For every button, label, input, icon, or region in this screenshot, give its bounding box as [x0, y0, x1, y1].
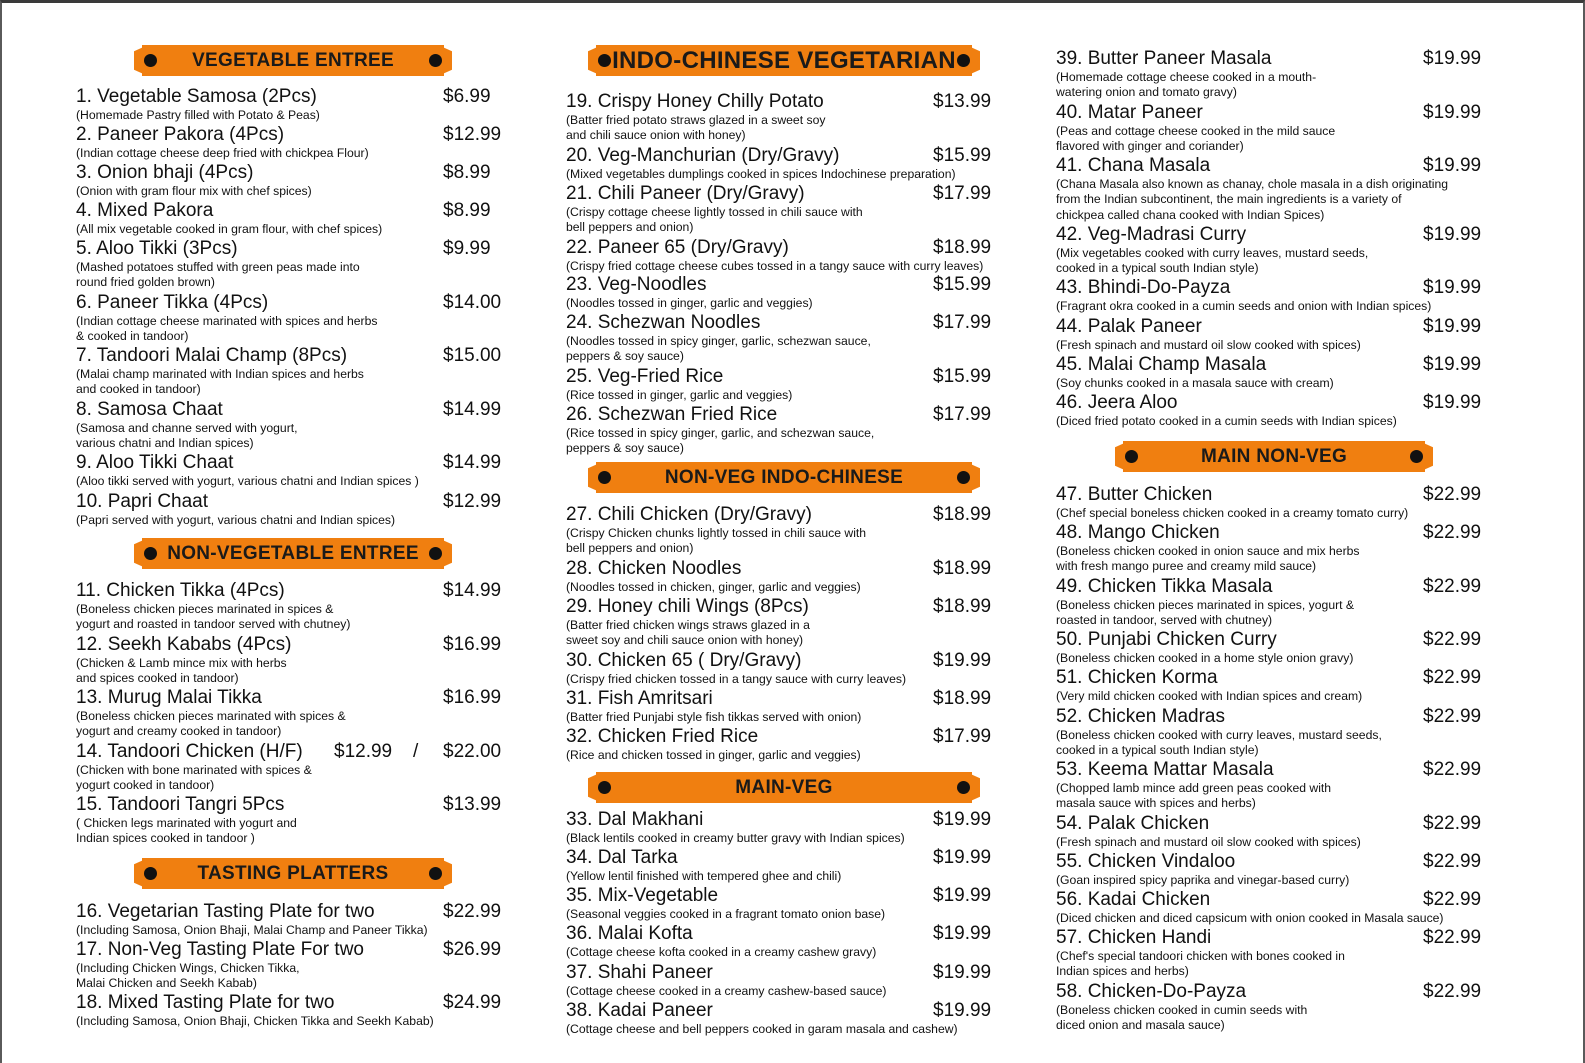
item-price: $22.99 — [1423, 889, 1482, 910]
description-line: (Rice tossed in spicy ginger, garlic, and schezwan sauce, — [566, 426, 875, 440]
description-line: (Indian cottage cheese deep fried with chickpea Flour) — [76, 146, 369, 160]
description-line: (Seasonal veggies cooked in a fragrant tomato onion base) — [566, 907, 886, 921]
description-line: (Homemade Pastry filled with Potato & Peas) — [76, 108, 320, 122]
item-name: 30. Chicken 65 ( Dry/Gravy) — [566, 650, 802, 671]
item-name: 44. Palak Paneer — [1056, 316, 1202, 337]
description-line: Malai Chicken and Seekh Kabab) — [76, 976, 257, 991]
item-price: $22.99 — [1423, 759, 1482, 780]
item-price: $15.00 — [443, 345, 502, 366]
item-price: $26.99 — [443, 939, 502, 960]
description-line: (Boneless chicken pieces marinated in spices, yogurt & — [1056, 598, 1355, 612]
description-line: (Fresh spinach and mustard oil slow cooked with spices) — [1056, 338, 1361, 352]
item-description — [76, 260, 360, 291]
description-line: (Soy chunks cooked in a masala sauce with cream) — [1056, 376, 1334, 390]
item-name: 31. Fish Amritsari — [566, 688, 713, 709]
description-line: and cooked in tandoor) — [76, 382, 201, 397]
item-description — [76, 222, 382, 237]
item-name: 36. Malai Kofta — [566, 923, 693, 944]
item-price: $14.99 — [443, 399, 502, 420]
item-price: $19.99 — [1423, 155, 1482, 176]
item-description — [1056, 598, 1354, 629]
description-line: with fresh mango puree and creamy mild sauce) — [1056, 559, 1317, 574]
item-price: $17.99 — [933, 404, 992, 425]
item-description — [566, 580, 861, 595]
item-name: 7. Tandoori Malai Champ (8Pcs) — [76, 345, 348, 366]
item-price: $19.99 — [933, 650, 992, 671]
description-line: (All mix vegetable cooked in gram flour, with chef spices) — [76, 222, 383, 236]
item-name: 5. Aloo Tikki (3Pcs) — [76, 238, 238, 259]
item-price: $22.99 — [1423, 927, 1482, 948]
item-price: $8.99 — [443, 162, 491, 183]
banner-bullet-icon — [144, 547, 157, 560]
description-line: yogurt and roasted in tandoor served with chutney) — [76, 617, 351, 632]
item-name: 39. Butter Paneer Masala — [1056, 48, 1272, 69]
item-name: 19. Crispy Honey Chilly Potato — [566, 91, 824, 112]
description-line: (Very mild chicken cooked with Indian spices and cream) — [1056, 689, 1363, 703]
item-price: $22.00 — [443, 741, 502, 762]
description-line: (Papri served with yogurt, various chatni and Indian spices) — [76, 513, 396, 527]
description-line: (Boneless chicken cooked in cumin seeds with — [1056, 1003, 1308, 1017]
item-price: $12.99 — [443, 491, 502, 512]
item-name: 28. Chicken Noodles — [566, 558, 742, 579]
item-price: $13.99 — [933, 91, 992, 112]
banner-bullet-icon — [429, 54, 442, 67]
section-banner — [596, 45, 972, 76]
item-price: $14.00 — [443, 292, 502, 313]
item-description — [76, 474, 419, 489]
item-price: $16.99 — [443, 634, 502, 655]
section-title: NON-VEGETABLE ENTREE — [167, 542, 419, 564]
item-price: $9.99 — [443, 238, 491, 259]
item-description — [76, 923, 428, 938]
description-line: bell peppers and onion) — [566, 220, 694, 235]
item-description — [566, 205, 863, 236]
description-line: (Mashed potatoes stuffed with green peas made into — [76, 260, 360, 274]
item-price: $18.99 — [933, 596, 992, 617]
item-description — [566, 526, 866, 557]
description-line: (Crispy Chicken chunks lightly tossed in chili sauce with — [566, 526, 867, 540]
item-name: 32. Chicken Fried Rice — [566, 726, 759, 747]
section-banner — [142, 45, 444, 76]
item-description — [1056, 246, 1368, 277]
item-description — [566, 167, 956, 182]
item-description — [76, 314, 377, 345]
item-description — [1056, 299, 1431, 314]
description-line: (Homemade cottage cheese cooked in a mouth- — [1056, 70, 1317, 84]
item-name: 40. Matar Paneer — [1056, 102, 1203, 123]
item-price: $19.99 — [933, 847, 992, 868]
description-line: (Chopped lamb mince add green peas cooked with — [1056, 781, 1332, 795]
item-name: 4. Mixed Pakora — [76, 200, 214, 221]
description-line: (Noodles tossed in spicy ginger, garlic, schezwan sauce, — [566, 334, 871, 348]
item-half-price: $12.99 — [334, 741, 393, 762]
item-name: 49. Chicken Tikka Masala — [1056, 576, 1273, 597]
item-description — [76, 421, 298, 452]
item-price: $22.99 — [1423, 851, 1482, 872]
item-description — [76, 816, 297, 847]
description-line: (Noodles tossed in ginger, garlic and veggies) — [566, 296, 813, 310]
description-line: from the Indian subcontinent, the main ingredients is a variety of — [1056, 192, 1402, 207]
item-description — [1056, 338, 1361, 353]
item-name: 17. Non-Veg Tasting Plate For two — [76, 939, 364, 960]
item-name: 11. Chicken Tikka (4Pcs) — [76, 580, 285, 601]
item-price: $15.99 — [933, 274, 992, 295]
item-description — [566, 945, 876, 960]
description-line: (Chana Masala also known as chanay, chole masala in a dish originating — [1056, 177, 1449, 191]
item-description — [1056, 124, 1335, 155]
item-price: $19.99 — [1423, 354, 1482, 375]
price-separator: / — [413, 741, 419, 762]
description-line: (Boneless chicken pieces marinated in spices & — [76, 602, 334, 616]
item-description — [1056, 1003, 1307, 1034]
item-price: $14.99 — [443, 580, 502, 601]
banner-bullet-icon — [144, 54, 157, 67]
item-name: 6. Paneer Tikka (4Pcs) — [76, 292, 269, 313]
description-line: (Chef's special tandoori chicken with bones cooked in — [1056, 949, 1345, 963]
item-name: 41. Chana Masala — [1056, 155, 1211, 176]
description-line: (Malai champ marinated with Indian spices and herbs — [76, 367, 364, 381]
section-title: NON-VEG INDO-CHINESE — [664, 466, 904, 488]
item-price: $22.99 — [1423, 667, 1482, 688]
description-line: flavored with ginger and coriander) — [1056, 139, 1244, 154]
item-name: 8. Samosa Chaat — [76, 399, 223, 420]
item-price: $22.99 — [1423, 981, 1482, 1002]
item-name: 27. Chili Chicken (Dry/Gravy) — [566, 504, 812, 525]
description-line: (Fresh spinach and mustard oil slow cooked with spices) — [1056, 835, 1361, 849]
banner-bullet-icon — [957, 781, 970, 794]
item-price: $22.99 — [1423, 813, 1482, 834]
item-description — [1056, 544, 1360, 575]
item-price: $19.99 — [1423, 224, 1482, 245]
item-description — [76, 709, 346, 740]
item-name: 13. Murug Malai Tikka — [76, 687, 262, 708]
description-line: (Batter fried potato straws glazed in a sweet soy — [566, 113, 826, 127]
banner-bullet-icon — [598, 54, 611, 67]
item-name: 18. Mixed Tasting Plate for two — [76, 992, 335, 1013]
description-line: various chatni and Indian spices) — [76, 436, 254, 451]
item-price: $22.99 — [1423, 629, 1482, 650]
item-description — [566, 672, 906, 687]
description-line: (Peas and cottage cheese cooked in the mild sauce — [1056, 124, 1336, 138]
item-description — [566, 869, 841, 884]
item-name: 45. Malai Champ Masala — [1056, 354, 1267, 375]
item-price: $17.99 — [933, 312, 992, 333]
item-price: $19.99 — [933, 1000, 992, 1021]
item-price: $6.99 — [443, 86, 491, 107]
section-banner — [142, 538, 444, 569]
item-description — [1056, 651, 1353, 666]
item-name: 52. Chicken Madras — [1056, 706, 1225, 727]
item-description — [566, 296, 813, 311]
item-name: 53. Keema Mattar Masala — [1056, 759, 1274, 780]
item-description — [566, 1022, 958, 1037]
description-line: (Cottage cheese cooked in a creamy cashew-based sauce) — [566, 984, 887, 998]
description-line: (Including Samosa, Onion Bhaji, Malai Champ and Paneer Tikka) — [76, 923, 428, 937]
item-price: $19.99 — [1423, 102, 1482, 123]
description-line: Indian spices cooked in tandoor ) — [76, 831, 255, 846]
item-name: 21. Chili Paneer (Dry/Gravy) — [566, 183, 805, 204]
item-name: 38. Kadai Paneer — [566, 1000, 713, 1021]
banner-bullet-icon — [429, 867, 442, 880]
item-price: $8.99 — [443, 200, 491, 221]
description-line: (Crispy fried chicken tossed in a tangy sauce with curry leaves) — [566, 672, 907, 686]
section-title: TASTING PLATTERS — [197, 862, 389, 884]
description-line: (Crispy fried cottage cheese cubes tossed in a tangy sauce with curry leaves) — [566, 259, 984, 273]
item-name: 55. Chicken Vindaloo — [1056, 851, 1236, 872]
description-line: (Cottage cheese kofta cooked in a creamy cashew gravy) — [566, 945, 877, 959]
item-description — [76, 656, 287, 687]
item-name: 29. Honey chili Wings (8Pcs) — [566, 596, 809, 617]
item-name: 3. Onion bhaji (4Pcs) — [76, 162, 254, 183]
section-banner — [596, 772, 972, 803]
item-name: 26. Schezwan Fried Rice — [566, 404, 778, 425]
description-line: (Diced chicken and diced capsicum with onion cooked in Masala sauce) — [1056, 911, 1444, 925]
description-line: (Boneless chicken pieces marinated with spices & — [76, 709, 346, 723]
item-description — [566, 618, 810, 649]
item-price: $19.99 — [1423, 316, 1482, 337]
item-name: 58. Chicken-Do-Payza — [1056, 981, 1247, 1002]
description-line: (Rice and chicken tossed in ginger, garlic and veggies) — [566, 748, 861, 762]
description-line: watering onion and tomato gravy) — [1056, 85, 1237, 100]
item-name: 46. Jeera Aloo — [1056, 392, 1178, 413]
item-name: 57. Chicken Handi — [1056, 927, 1212, 948]
description-line: and spices cooked in tandoor) — [76, 671, 239, 686]
item-price: $22.99 — [1423, 706, 1482, 727]
item-price: $19.99 — [1423, 392, 1482, 413]
description-line: cooked in a typical south Indian style) — [1056, 743, 1259, 758]
item-description — [76, 146, 369, 161]
item-name: 56. Kadai Chicken — [1056, 889, 1211, 910]
item-description — [1056, 835, 1361, 850]
item-description — [76, 763, 312, 794]
description-line: & cooked in tandoor) — [76, 329, 189, 344]
item-description — [1056, 506, 1408, 521]
item-description — [566, 748, 861, 763]
description-line: peppers & soy sauce) — [566, 349, 684, 364]
item-description — [566, 388, 792, 403]
description-line: and chili sauce onion with honey) — [566, 128, 746, 143]
description-line: (Chicken with bone marinated with spices & — [76, 763, 312, 777]
description-line: roasted in tandoor, served with chutney) — [1056, 613, 1273, 628]
item-name: 15. Tandoori Tangri 5Pcs — [76, 794, 285, 815]
item-description — [76, 184, 312, 199]
section-title: MAIN-VEG — [735, 776, 833, 798]
banner-bullet-icon — [1125, 450, 1138, 463]
item-price: $19.99 — [1423, 48, 1482, 69]
description-line: Indian spices and herbs) — [1056, 964, 1189, 979]
item-description — [1056, 728, 1382, 759]
description-line: (Aloo tikki served with yogurt, various chatni and Indian spices ) — [76, 474, 419, 488]
item-price: $18.99 — [933, 558, 992, 579]
item-name: 54. Palak Chicken — [1056, 813, 1210, 834]
item-name: 9. Aloo Tikki Chaat — [76, 452, 234, 473]
item-name: 42. Veg-Madrasi Curry — [1056, 224, 1247, 245]
item-description — [76, 108, 320, 123]
description-line: (Black lentils cooked in creamy butter gravy with Indian spices) — [566, 831, 905, 845]
description-line: (Indian cottage cheese marinated with spices and herbs — [76, 314, 378, 328]
item-description — [1056, 949, 1345, 980]
description-line: round fried golden brown) — [76, 275, 215, 290]
item-name: 35. Mix-Vegetable — [566, 885, 719, 906]
item-price: $16.99 — [443, 687, 502, 708]
item-name: 37. Shahi Paneer — [566, 962, 713, 983]
description-line: diced onion and masala sauce) — [1056, 1018, 1225, 1033]
description-line: masala sauce with spices and herbs) — [1056, 796, 1256, 811]
item-description — [76, 513, 395, 528]
item-description — [566, 113, 825, 144]
item-name: 25. Veg-Fried Rice — [566, 366, 724, 387]
item-description — [1056, 70, 1316, 101]
description-line: (Boneless chicken cooked in onion sauce and mix herbs — [1056, 544, 1360, 558]
description-line: (Boneless chicken cooked in a home style onion gravy) — [1056, 651, 1354, 665]
item-description — [1056, 873, 1349, 888]
description-line: (Cottage cheese and bell peppers cooked in garam masala and cashew) — [566, 1022, 958, 1036]
item-price: $22.99 — [1423, 522, 1482, 543]
item-name: 47. Butter Chicken — [1056, 484, 1213, 505]
item-name: 20. Veg-Manchurian (Dry/Gravy) — [566, 145, 840, 166]
item-description — [1056, 414, 1397, 429]
item-price: $18.99 — [933, 237, 992, 258]
description-line: (Onion with gram flour mix with chef spices) — [76, 184, 312, 198]
item-price: $15.99 — [933, 145, 992, 166]
description-line: (Mixed vegetables dumplings cooked in spices Indochinese preparation) — [566, 167, 956, 181]
item-name: 22. Paneer 65 (Dry/Gravy) — [566, 237, 789, 258]
item-name: 51. Chicken Korma — [1056, 667, 1218, 688]
item-name: 10. Papri Chaat — [76, 491, 209, 512]
item-name: 50. Punjabi Chicken Curry — [1056, 629, 1277, 650]
item-description — [76, 961, 300, 992]
description-line: (Rice tossed in ginger, garlic and veggies) — [566, 388, 793, 402]
description-line: (Batter fried Punjabi style fish tikkas served with onion) — [566, 710, 862, 724]
item-price: $13.99 — [443, 794, 502, 815]
item-description — [566, 907, 885, 922]
item-price: $18.99 — [933, 504, 992, 525]
banner-bullet-icon — [598, 471, 611, 484]
item-description — [1056, 911, 1444, 926]
item-name: 24. Schezwan Noodles — [566, 312, 761, 333]
item-description — [566, 334, 871, 365]
description-line: bell peppers and onion) — [566, 541, 694, 556]
item-description — [1056, 781, 1331, 812]
banner-bullet-icon — [1410, 450, 1423, 463]
section-title: INDO-CHINESE VEGETARIAN — [612, 46, 956, 74]
description-line: (Fragrant okra cooked in a cumin seeds and onion with Indian spices) — [1056, 299, 1432, 313]
description-line: peppers & soy sauce) — [566, 441, 684, 456]
banner-bullet-icon — [957, 54, 970, 67]
description-line: (Yellow lentil finished with tempered ghee and chili) — [566, 869, 842, 883]
item-description — [76, 1014, 434, 1029]
item-name: 1. Vegetable Samosa (2Pcs) — [76, 86, 317, 107]
item-name: 23. Veg-Noodles — [566, 274, 707, 295]
item-name: 12. Seekh Kababs (4Pcs) — [76, 634, 292, 655]
description-line: sweet soy and chili sauce onion with honey) — [566, 633, 804, 648]
description-line: yogurt cooked in tandoor) — [76, 778, 215, 793]
item-name: 33. Dal Makhani — [566, 809, 704, 830]
item-name: 2. Paneer Pakora (4Pcs) — [76, 124, 285, 145]
item-price: $22.99 — [1423, 576, 1482, 597]
item-price: $22.99 — [1423, 484, 1482, 505]
item-price: $14.99 — [443, 452, 502, 473]
item-price: $15.99 — [933, 366, 992, 387]
description-line: chickpea called chana cooked with Indian Spices) — [1056, 207, 1325, 222]
description-line: (Goan inspired spicy paprika and vinegar-based curry) — [1056, 873, 1350, 887]
description-line: yogurt and creamy cooked in tandoor) — [76, 724, 282, 739]
item-description — [1056, 376, 1334, 391]
description-line: (Including Chicken Wings, Chicken Tikka, — [76, 961, 300, 975]
item-description — [1056, 689, 1362, 704]
section-title: VEGETABLE ENTREE — [192, 49, 394, 71]
description-line: (Crispy cottage cheese lightly tossed in chili sauce with — [566, 205, 863, 219]
section-banner — [1123, 441, 1425, 472]
description-line: (Noodles tossed in chicken, ginger, garlic and veggies) — [566, 580, 861, 594]
description-line: (Samosa and channe served with yogurt, — [76, 421, 298, 435]
item-price: $19.99 — [1423, 277, 1482, 298]
item-price: $17.99 — [933, 726, 992, 747]
item-price: $19.99 — [933, 962, 992, 983]
item-description — [76, 602, 350, 633]
item-description — [566, 259, 983, 274]
description-line: (Chef special boneless chicken cooked in a creamy tomato curry) — [1056, 506, 1409, 520]
description-line: (Chicken & Lamb mince mix with herbs — [76, 656, 287, 670]
item-name: 48. Mango Chicken — [1056, 522, 1220, 543]
item-description — [566, 710, 861, 725]
description-line: ( Chicken legs marinated with yogurt and — [76, 816, 297, 830]
item-name: 34. Dal Tarka — [566, 847, 678, 868]
description-line: cooked in a typical south Indian style) — [1056, 261, 1259, 276]
item-description — [566, 831, 905, 846]
banner-bullet-icon — [429, 547, 442, 560]
item-description — [76, 367, 364, 398]
item-price: $24.99 — [443, 992, 502, 1013]
item-name: 14. Tandoori Chicken (H/F) — [76, 741, 303, 762]
item-price: $19.99 — [933, 885, 992, 906]
item-description — [1056, 177, 1448, 223]
item-price: $22.99 — [443, 901, 502, 922]
description-line: (Batter fried chicken wings straws glazed in a — [566, 618, 810, 632]
description-line: (Including Samosa, Onion Bhaji, Chicken Tikka and Seekh Kabab) — [76, 1014, 434, 1028]
item-price: $19.99 — [933, 809, 992, 830]
banner-bullet-icon — [144, 867, 157, 880]
item-description — [566, 426, 874, 457]
description-line: (Mix vegetables cooked with curry leaves, mustard seeds, — [1056, 246, 1369, 260]
section-banner — [596, 462, 972, 493]
description-line: (Boneless chicken cooked with curry leaves, mustard seeds, — [1056, 728, 1382, 742]
item-price: $18.99 — [933, 688, 992, 709]
item-price: $17.99 — [933, 183, 992, 204]
banner-bullet-icon — [598, 781, 611, 794]
section-banner — [142, 858, 444, 889]
item-price: $19.99 — [933, 923, 992, 944]
section-title: MAIN NON-VEG — [1200, 445, 1348, 467]
item-price: $12.99 — [443, 124, 502, 145]
item-name: 43. Bhindi-Do-Payza — [1056, 277, 1231, 298]
item-description — [566, 984, 886, 999]
item-name: 16. Vegetarian Tasting Plate for two — [76, 901, 375, 922]
description-line: (Diced fried potato cooked in a cumin seeds with Indian spices) — [1056, 414, 1397, 428]
banner-bullet-icon — [957, 471, 970, 484]
